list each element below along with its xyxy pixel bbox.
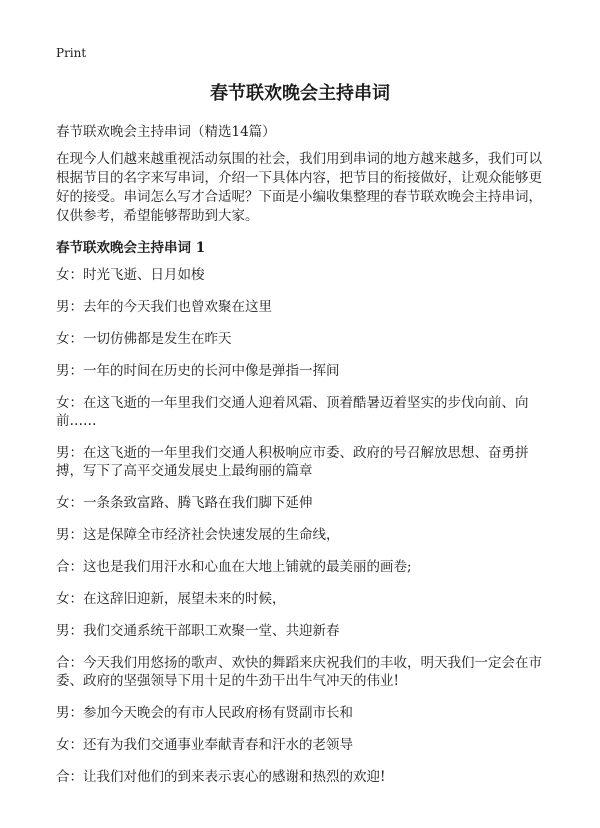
- print-link[interactable]: Print: [56, 46, 87, 60]
- dialogue-line: 女：在这飞逝的一年里我们交通人迎着风霜、顶着酷暑迈着坚实的步伐向前、向前……: [56, 395, 529, 429]
- dialogue-line: 合：今天我们用悠扬的歌声、欢快的舞蹈来庆祝我们的丰收，明天我们一定会在市委、政府的坚强领导下用十足的牛劲干出牛气冲天的伟业!: [56, 655, 542, 689]
- dialogue-line: 女：一切仿佛都是发生在昨天: [56, 331, 232, 347]
- section-heading: 春节联欢晚会主持串词 1: [56, 240, 206, 256]
- dialogue-line: 男：在这飞逝的一年里我们交通人积极响应市委、政府的号召解放思想、奋勇拼搏，写下了高平交通发展史上最绚丽的篇章: [56, 445, 529, 479]
- dialogue-line: 合：这也是我们用汗水和心血在大地上铺就的最美丽的画卷;: [56, 559, 412, 575]
- dialogue-line: 女：时光飞逝、日月如梭: [56, 267, 205, 283]
- dialogue-line: 男：参加今天晚会的有市人民政府杨有贤副市长和: [56, 705, 353, 721]
- intro-paragraph: 在现今人们越来越重视活动氛围的社会，我们用到串词的地方越来越多，我们可以根据节目的名字来写串词，介绍一下具体内容，把节目的衔接做好，让观众能够更好的接受。串词怎么写才合适呢？下面是小编收集整理的春节联欢晚会主持串词，仅供参考，希望能够帮助到大家。: [56, 151, 542, 224]
- dialogue-line: 女：在这辞旧迎新，展望未来的时候，: [56, 591, 286, 607]
- dialogue-line: 合：让我们对他们的到来表示衷心的感谢和热烈的欢迎!: [56, 769, 386, 785]
- dialogue-line: 女：一条条致富路、腾飞路在我们脚下延伸: [56, 495, 313, 511]
- dialogue-list: [56, 266, 546, 800]
- dialogue-line: 男：去年的今天我们也曾欢聚在这里: [56, 299, 272, 315]
- dialogue-line: 男：一年的时间在历史的长河中像是弹指一挥间: [56, 363, 340, 379]
- dialogue-line: 男：这是保障全市经济社会快速发展的生命线，: [56, 527, 340, 543]
- dialogue-line: 女：还有为我们交通事业奉献青春和汗水的老领导: [56, 737, 353, 753]
- dialogue-line: 男：我们交通系统干部职工欢聚一堂、共迎新春: [56, 623, 340, 639]
- document-subtitle: 春节联欢晚会主持串词（精选14篇）: [56, 124, 276, 140]
- page-title: 春节联欢晚会主持串词: [210, 83, 390, 104]
